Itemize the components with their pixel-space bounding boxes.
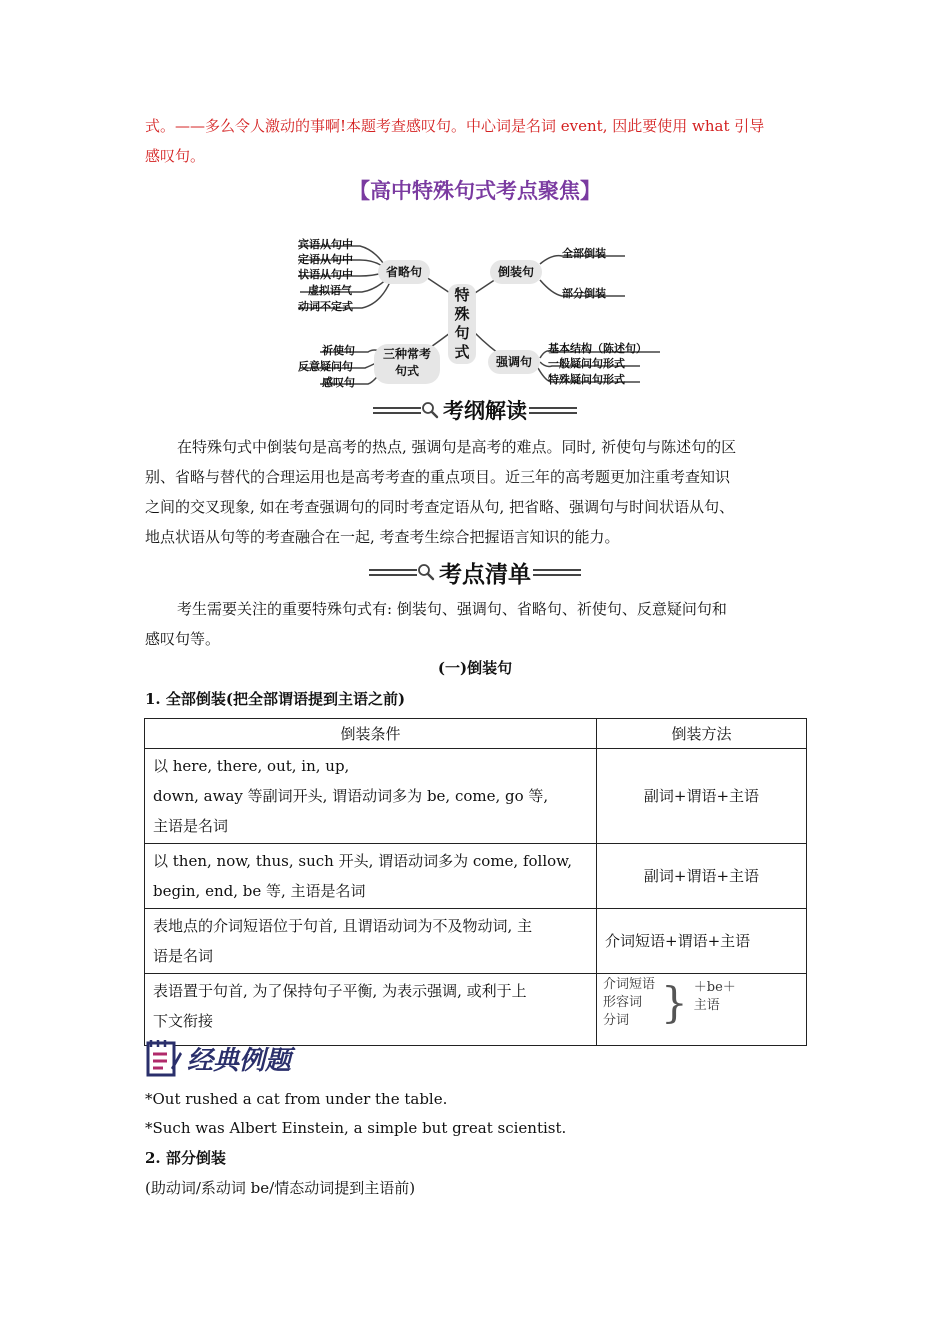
item2-note: (助动词/系动词 be/情态动词提到主语前) xyxy=(145,1179,416,1197)
mindmap-leaf: 基本结构（陈述句） xyxy=(548,342,647,355)
mindmap-leaf: 全部倒装 xyxy=(562,247,606,260)
intro-line-1: 式。——多么令人激动的事啊!本题考查感叹句。中心词是名词 event, 因此要使用 what 引导 xyxy=(145,117,765,135)
example-item: *Such was Albert Einstein, a simple but great scientist. xyxy=(145,1119,567,1137)
mindmap-node-inversion: 倒装句 xyxy=(490,260,542,284)
table-cell-condition: 以 then, now, thus, such 开头, 谓语动词多为 come, follow, begin, end, be 等, 主语是名词 xyxy=(145,844,597,909)
mindmap-leaf: 定语从句中 xyxy=(298,253,353,266)
intro-text xyxy=(145,111,815,171)
mindmap-leaf: 状语从句中 xyxy=(298,268,353,281)
table-header-row xyxy=(145,719,807,749)
table-cell-method: 介词短语+谓语+主语 xyxy=(597,909,807,974)
magnifier-icon xyxy=(421,401,439,419)
table-header: 倒装方法 xyxy=(597,719,807,749)
mindmap-node-ellipsis: 省略句 xyxy=(378,260,430,284)
table-row xyxy=(145,974,807,1046)
mindmap-leaf: 祈使句 xyxy=(322,344,355,357)
item1-title: 1. 全部倒装(把全部谓语提到主语之前) xyxy=(145,690,406,708)
mindmap-leaf: 部分倒装 xyxy=(562,287,606,300)
mindmap-node-three: 三种常考 句式 xyxy=(374,344,440,384)
mindmap-leaf: 特殊疑问句形式 xyxy=(548,373,625,386)
table-row xyxy=(145,909,807,974)
mindmap-leaf: 感叹句 xyxy=(322,376,355,389)
magnifier-icon xyxy=(417,563,435,581)
brace-icon: } xyxy=(661,978,688,1027)
method-formula xyxy=(603,976,800,1030)
mindmap-node-emphasis: 强调句 xyxy=(488,350,540,374)
table-cell-method: 副词+谓语+主语 xyxy=(597,749,807,844)
heading-double-line-right xyxy=(533,569,581,576)
section-heading-syllabus xyxy=(0,396,950,424)
section-heading-text: 考点清单 xyxy=(439,560,531,588)
table-cell-condition: 以 here, there, out, in, up, down, away 等副词开头, 谓语动词多为 be, come, go 等, 主语是名词 xyxy=(145,749,597,844)
inversion-table xyxy=(144,718,807,1046)
notebook-pencil-icon xyxy=(145,1038,183,1078)
table-cell-method xyxy=(597,974,807,1046)
subsection-title: (一)倒装句 xyxy=(437,659,513,677)
mindmap-leaf: 虚拟语气 xyxy=(308,284,352,297)
intro-line-2: 感叹句。 xyxy=(145,147,206,165)
item2-title: 2. 部分倒装 xyxy=(145,1149,226,1167)
examples-heading xyxy=(145,1038,291,1078)
mindmap-leaf: 动词不定式 xyxy=(298,300,353,313)
table-cell-condition: 表地点的介词短语位于句首, 且谓语动词为不及物动词, 主 语是名词 xyxy=(145,909,597,974)
section-heading-checklist xyxy=(0,557,950,587)
table-header: 倒装条件 xyxy=(145,719,597,749)
heading-double-line-left xyxy=(373,407,421,414)
examples-title: 经典例题 xyxy=(187,1045,292,1076)
syllabus-paragraph: 在特殊句式中倒装句是高考的热点, 强调句是高考的难点。同时, 祈使句与陈述句的区 别、省略与替代的合理运用也是高考考查的重点项目。近三年的高考题更加注重考查知识 之间的交叉现象, 如在考查强调句的同时考查定语从句, 把省略、强调句与时间状语从句、 地点状语从句等的考查融合在一起, 考查考生综合把握语言知识的能力。 xyxy=(145,438,737,546)
mindmap-leaf: 反意疑问句 xyxy=(298,360,353,373)
table-cell-method: 副词+谓语+主语 xyxy=(597,844,807,909)
heading-double-line-left xyxy=(369,569,417,576)
mindmap-leaf: 一般疑问句形式 xyxy=(548,357,625,370)
main-title: 【高中特殊句式考点聚焦】 xyxy=(349,178,601,203)
mind-map xyxy=(290,228,670,393)
mindmap-center: 特 殊 句 式 xyxy=(448,284,476,364)
table-row xyxy=(145,749,807,844)
table-cell-condition: 表语置于句首, 为了保持句子平衡, 为表示强调, 或利于上 下文衔接 xyxy=(145,974,597,1046)
checklist-paragraph: 考生需要关注的重要特殊句式有: 倒装句、强调句、省略句、祈使句、反意疑问句和 感叹句等。 xyxy=(145,600,727,648)
example-item: *Out rushed a cat from under the table. xyxy=(145,1090,448,1108)
heading-double-line-right xyxy=(529,407,577,414)
mindmap-leaf: 宾语从句中 xyxy=(298,238,353,251)
formula-right: ＋be＋ 主语 xyxy=(693,980,736,1013)
table-row xyxy=(145,844,807,909)
section-heading-text: 考纲解读 xyxy=(443,398,527,423)
formula-left: 介词短语 形容词 分词 xyxy=(603,977,656,1028)
